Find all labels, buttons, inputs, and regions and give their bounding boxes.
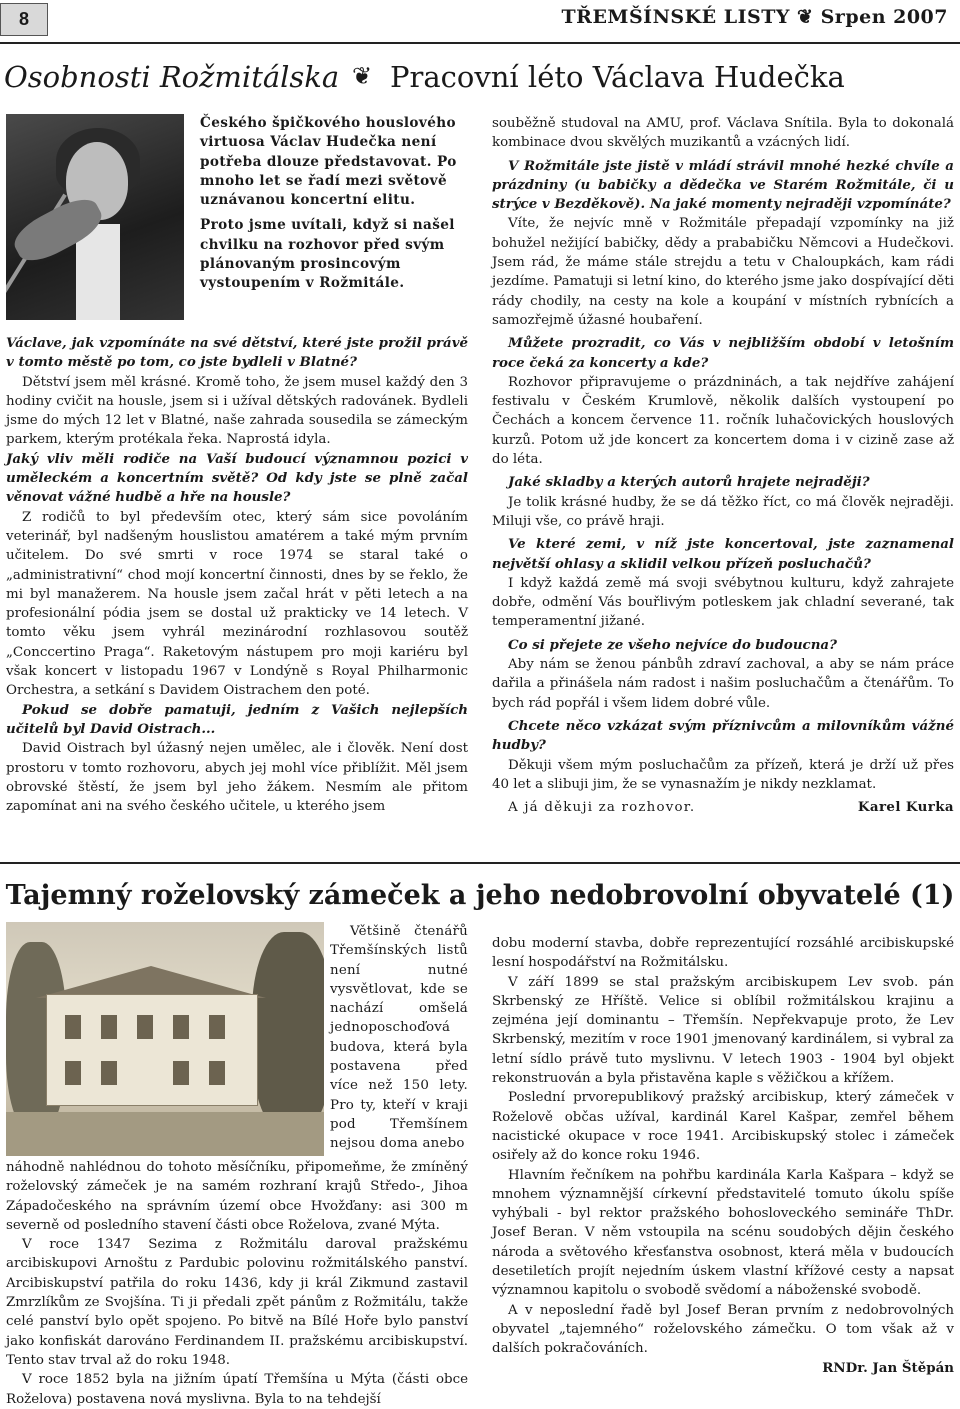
article2-paragraph: náhodně nahlédnou do tohoto měsíčníku, připomeňme, že zmíněný roželovský zámeček je na samém rozhraní krajů Středo-, Jihoa Západočeského na správním území obce Hvožďany: asi 300 m severně od posledního stavení části obce Roželova, zvané Mýta. xyxy=(6,1160,468,1233)
header-rule xyxy=(0,42,960,44)
interview-question: Co si přejete ze všeho nejvíce do budoucna? xyxy=(508,636,837,653)
intro-paragraph: Českého špičkového houslového virtuosa Václav Hudečka není potřeba dlouze představovat. Po mnoho let se řadí mezi světově uznávanou koncertní elitu. xyxy=(200,115,457,209)
interview-question: Ve které zemi, v níž jste koncertoval, jste zaznamenal největší ohlasy a sklidil velkou přízeň posluchačů? xyxy=(492,536,954,572)
article2-paragraph: V roce 1347 Sezima z Rožmitálu daroval pražskému arcibiskupovi Arnoštu z Pardubic polovinu rožmitálského panství. Arcibiskupství patřila do roku 1436, kdy ji král Zikmund zastavil Zmrzlíkům ze Svojšína. Ti ji předali zpět pánům z Rožmitálu, takže celé panství bylo opět spojeno. Po bitvě na Bílé Hoře bylo panství jako konfiskát darováno Ferdinandem II. pražskému arcibiskupství. Tento stav trval až do roku 1948. xyxy=(6,1237,468,1368)
author-signature: Karel Kurka xyxy=(857,799,954,816)
interview-answer: Víte, že nejvíc mně v Rožmitále přepadají vzpomínky na již bohužel nežijící babičky, dědy a prababičku Němcovi a Hudečkovi. Jsem rád, že máme stále strejdu a tetu v Chaloupkách, kam rádi jezdíme. Pamatuji si letní kino, do kterého jsme jako dospívající děti rády chodily, na cesty na kole a koupání v místních rybnících a samozřejmě úžasné houbaření. xyxy=(492,216,954,328)
page-header xyxy=(0,0,960,44)
masthead: TŘEMŠÍNSKÉ LISTY ❦ Srpen 2007 xyxy=(561,6,948,28)
section-title: Osobnosti Rožmitálska xyxy=(4,60,340,94)
interview-question: Můžete prozradit, co Vás v nejbližším období v letošním roce čeká za koncerty a kde? xyxy=(492,335,954,371)
portrait-photo xyxy=(6,114,184,320)
article2-lead: Většině čtenářů Třemšínských listů není nutné vysvětlovat, kde se nachází omšelá jednoposchoďová budova, která byla postavena před více než 150 lety. Pro ty, kteří v kraji pod Třemšínem nejsou doma anebo xyxy=(330,924,468,1152)
interview-answer: Dětství jsem měl krásné. Kromě toho, že jsem musel každý den 3 hodiny cvičit na housle, jsem si i užíval dětských radovánek. Bydleli jsme do mých 12 let v Blatné, naše zahrada sousedila se zámeckým parkem, kterým protékala řeka. Naprostá idyla. xyxy=(6,374,468,448)
article2-paragraph: V roce 1852 byla na jižním úpatí Třemšína u Mýta (části obce Roželova) postavena nová myslivna. Byla to na tehdejší xyxy=(6,1372,468,1407)
article-headline: Pracovní léto Václava Hudečka xyxy=(390,60,845,94)
article2-right-column xyxy=(492,934,954,1378)
fleuron-separator: ❦ xyxy=(352,62,373,90)
article2-paragraph: V září 1899 se stal pražským arcibiskupem Lev svob. pán Skrbenský ze Hříště. Velice si oblíbil rožmitálskou krajinu a zejména její dominantu – Třemšín. Nepřekvapuje proto, že Lev Skrbenský, mezitím v roce 1901 jmenovaný kardinálem, si vybral za letní sídlo právě tuto myslivnu. V letech 1903 - 1904 byl objekt rekonstruován a byla přistavěna kaple s věžičkou a křížem. xyxy=(492,974,954,1087)
closing-thanks: A já děkuji za rozhovor. xyxy=(508,800,696,816)
page-number: 8 xyxy=(0,3,48,36)
interview-answer: Rozhovor připravujeme o prázdninách, a tak nejdříve zahájení festivalu v Českém Krumlově, několik dalších vystoupení po Čechách a koncem července 11. ročník luhačovických houslových kurzů. Potom už jde koncert za koncertem doma i v cizině zase až do léta. xyxy=(492,374,954,468)
interview-answer: I když každá země má svoji svébytnou kulturu, když zahrajete dobře, odmění Vás bouřlivým potleskem jak chladní severané, tak temperamentní jižané. xyxy=(492,575,954,630)
article2-left-column xyxy=(6,1158,468,1409)
article2-author: RNDr. Jan Štěpán xyxy=(822,1359,954,1376)
hunting-lodge-photo xyxy=(6,922,324,1156)
interview-answer: Z rodičů to byl především otec, který sám sice povoláním veterinář, byl nadšeným houslistou amatérem a také mým prvním učitelem. Do své smrti v roce 1974 se staral také o „administrativní“ chod mojí koncertní činnosti, dnes by se řeklo, že mi byl manažerem. Na housle jsem začal hrát v pěti letech a na profesionální pódia jsem se dostal už prakticky ve 14 letech. V tomto věku jsem vyhrál mezinárodní rozhlasovou soutěž „Conccertino Praga“. Raketovým nástupem pro moji kariéru byl však koncert v listopadu 1967 v Londýně s Royal Philharmonic Orchestra, a setkání s Davidem Oistrachem den poté. xyxy=(6,509,468,699)
interview-left-column xyxy=(6,334,468,816)
interview-question: Jaké skladby a kterých autorů hrajete nejraději? xyxy=(508,474,870,491)
article-divider xyxy=(0,862,960,864)
interview-question: Chcete něco vzkázat svým příznivcům a milovníkům vážné hudby? xyxy=(492,717,954,754)
interview-question: Jaký vliv měli rodiče na Vaší budoucí významnou pozici v uměleckém a koncertním světě? Od kdy jste se plně začal věnovat vážné hudbě a hře na housle? xyxy=(6,450,468,506)
interview-answer: Děkuji všem mým posluchačům za přízeň, která je drží už přes 40 let a slibuji jim, že se vynasnažím je nikdy nezklamat. xyxy=(492,757,954,792)
interview-question: Václave, jak vzpomínáte na své dětství, které jste prožil právě v tomto městě po tom, co jste bydleli v Blatné? xyxy=(6,335,468,371)
interview-question: V Rožmitále jste jistě v mládí strávil mnohé hezké chvíle a prázdniny (u babičky a dědečka ve Starém Rožmitále, či u strýce v Bezděkově). Na jaké momenty nejraději vzpomínáte? xyxy=(492,157,954,213)
article2-title: Tajemný roželovský zámeček a jeho nedobrovolní obyvatelé (1) xyxy=(5,880,955,911)
intro-paragraph: Proto jsme uvítali, když si našel chvilku na rozhovor před svým plánovaným prosincovým vystoupením v Rožmitále. xyxy=(200,217,455,292)
article2-narrow-column xyxy=(330,922,468,1154)
article2-paragraph: A v neposlední řadě byl Josef Beran prvním z nedobrovolných obyvatel „tajemného“ roželovského zámečku. O tom však až v dalších pokračováních. xyxy=(492,1302,954,1357)
interview-right-column xyxy=(492,114,954,817)
closing-line xyxy=(492,798,954,817)
interview-answer: David Oistrach byl úžasný nejen umělec, ale i člověk. Není dost prostoru v tomto rozhovoru, abych jej mohl více přiblížit. Měl jsem obrovské štěstí, že jsem byl jeho žákem. Nesmím ale přitom zapomínat ani na svého českého učitele, u kterého jsem xyxy=(6,741,468,815)
interview-answer: souběžně studoval na AMU, prof. Václava Snítila. Byla to dokonalá kombinace dvou skvělých muzikantů a vzácných lidí. xyxy=(492,116,954,151)
article2-paragraph: dobu moderní stavba, dobře reprezentující rozsáhlé arcibiskupské lesní hospodářství na Rožmitálsku. xyxy=(492,936,954,971)
interview-question: Pokud se dobře pamatuji, jedním z Vašich nejlepších učitelů byl David Oistrach... xyxy=(6,701,468,737)
interview-answer: Je tolik krásné hudby, že se dá těžko říct, co má člověk nejraději. Miluji vše, co právě hraji. xyxy=(492,494,954,529)
interview-answer: Aby nám se ženou pánbůh zdraví zachoval, a aby se nám práce dařila a přinášela nám radost i našim posluchačům a čtenářům. To bych rád popřál i všem lidem dobré vůle. xyxy=(492,657,954,711)
article2-paragraph: Poslední prvorepublikový pražský arcibiskup, který zámeček v Roželově občas užíval, kardinál Karel Kašpar, zemřel během nacistické okupace v roce 1941. Arcibiskupský stolec i zámeček osiřely až do konce roku 1946. xyxy=(492,1090,954,1164)
article2-paragraph: Hlavním řečníkem na pohřbu kardinála Karla Kašpara – když se mnohem významnější církevní představitelé tomuto úkolu spíše vyhýbali - byl rektor pražského bohosloveckého semináře ThDr. Josef Beran. V něm vstoupila na scénu soudobých dějin českého národa a světového křesťanstva osobnost, která měla v budoucích desetiletích projít nejedním úskem vlastní křížové cesty a napsat významnou kapitolu o svobodě svědomí a náboženské svobodě. xyxy=(492,1167,954,1299)
article-intro xyxy=(200,114,468,300)
